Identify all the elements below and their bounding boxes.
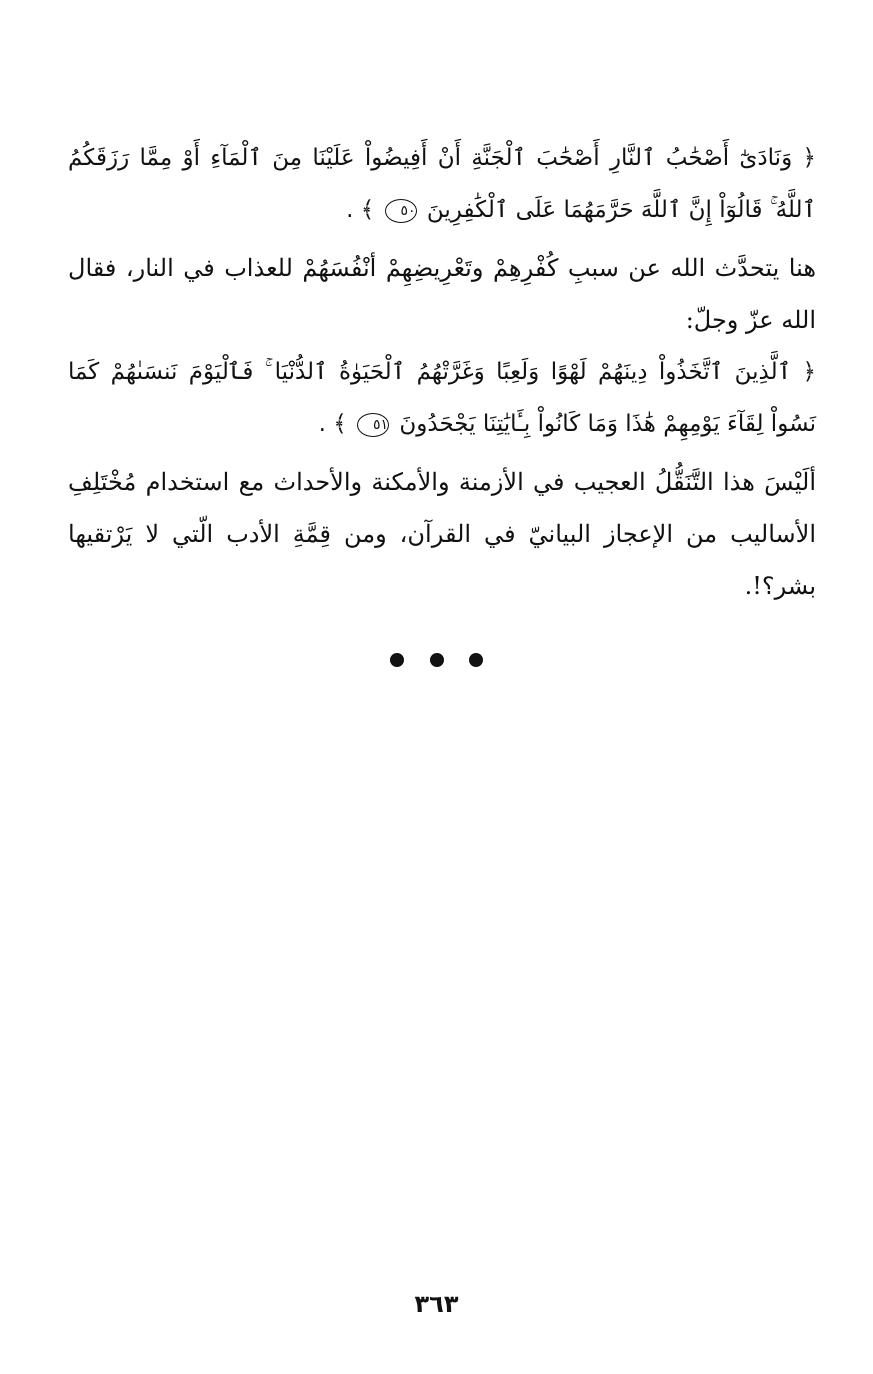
verse-open-bracket: ﴿ — [802, 359, 816, 385]
ayah-number-marker: ٥٠ — [385, 199, 417, 223]
separator-dot — [430, 653, 444, 667]
separator-dot — [390, 653, 404, 667]
ayah-number-marker: ٥١ — [357, 413, 389, 437]
verse-close-bracket: ﴾ — [333, 411, 347, 437]
verse-text: ٱلَّذِينَ ٱتَّخَذُواْ دِينَهُمْ لَهْوًا وَلَعِبًا وَغَرَّتْهُمُ ٱلْحَيَوٰةُ ٱلدُّنْيَا ۚ فَٱلْيَوْمَ نَنسَىٰهُمْ كَمَا نَسُواْ لِقَآءَ يَوْمِهِمْ هَٰذَا وَمَا كَانُواْ بِـَٔايَٰتِنَا يَجْحَدُونَ — [68, 359, 816, 437]
body-paragraph-2: ألَيْسَ هذا التَّنَقُّلُ العجيب في الأزمنة والأمكنة والأحداث مع استخدام مُخْتَلِفِ الأساليب من الإعجاز البيانيّ في القرآن، ومن قِمَّةِ الأدب الّتي لا يَرْتقيها بشر؟!. — [68, 468, 816, 600]
verse-open-bracket: ﴿ — [802, 145, 816, 171]
separator-dot — [469, 653, 483, 667]
quran-verse-51 — [68, 346, 816, 450]
verse-text: وَنَادَىٰٓ أَصْحَٰبُ ٱلنَّارِ أَصْحَٰبَ ٱلْجَنَّةِ أَنْ أَفِيضُواْ عَلَيْنَا مِنَ ٱلْمَآءِ أَوْ مِمَّا رَزَقَكُمُ ٱللَّهُ ۚ قَالُوٓاْ إِنَّ ٱللَّهَ حَرَّمَهُمَا عَلَى ٱلْكَٰفِرِينَ — [68, 145, 816, 223]
page-number: ٣٦٣ — [414, 1290, 459, 1318]
verse-close-bracket: ﴾ — [360, 197, 375, 223]
body-paragraph-1: هنا يتحدَّث الله عن سببِ كُفْرِهِمْ وتَعْرِيضِهِمْ أنْفُسَهُمْ للعذاب في النار، فقال الله عزّ وجلّ: — [68, 254, 816, 334]
verse-end-period: . — [346, 197, 354, 223]
quran-verse-50 — [68, 132, 816, 236]
section-separator — [0, 652, 873, 671]
verse-end-period: . — [318, 411, 326, 437]
